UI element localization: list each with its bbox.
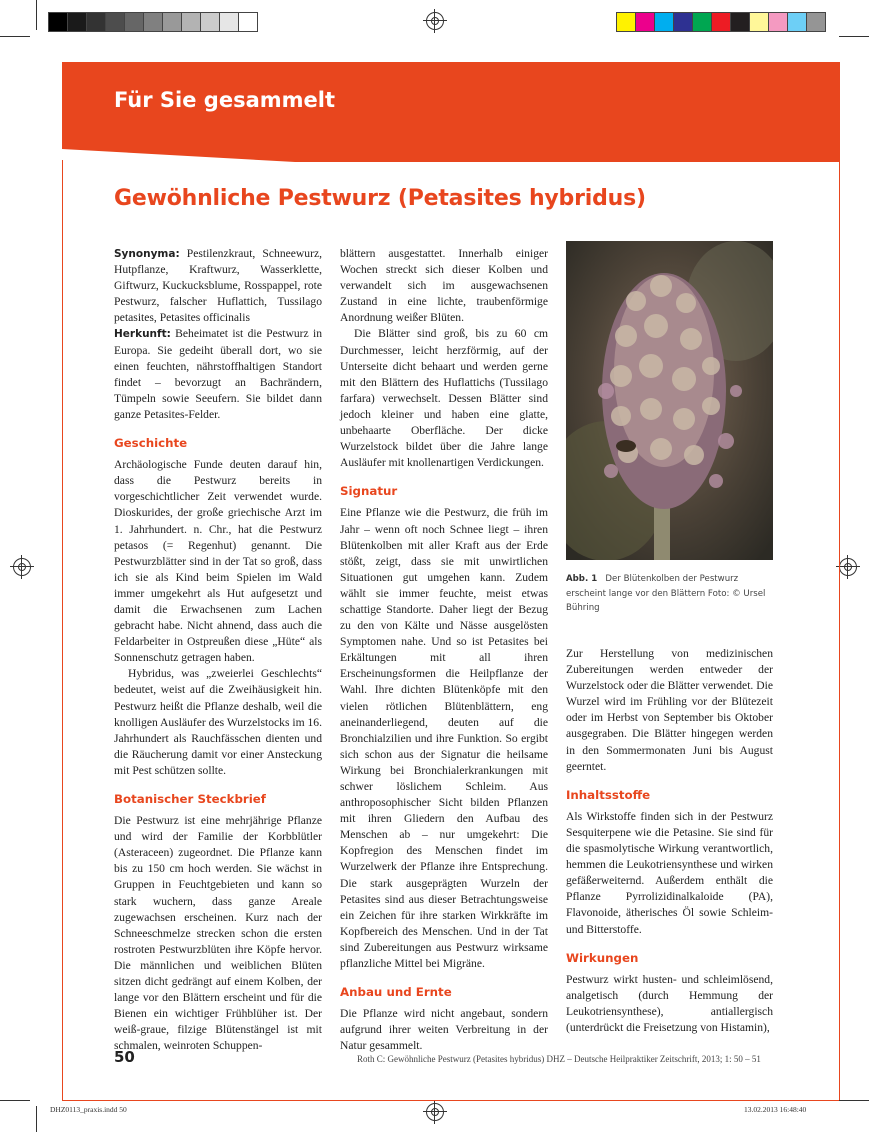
color-calibration-bar — [616, 12, 825, 32]
crop-mark — [0, 36, 30, 37]
heading-geschichte: Geschichte — [114, 436, 188, 451]
heading-anbau-und-ernte: Anbau und Ernte — [340, 985, 452, 1000]
synonyma-label: Synonyma: — [114, 248, 180, 260]
crop-mark — [36, 1106, 37, 1132]
text-column-2 — [340, 246, 548, 1055]
wirkungen-paragraph: Pestwurz wirkt husten- und schleimlösend, analgetisch (durch Hemmung der Leukotriensynthese), antiallergisch (unterdrückt die Freisetzung von Histamin), — [566, 972, 773, 1034]
column2-paragraph-1: blättern ausgestattet. Innerhalb einiger Wochen streckt sich dieser Kolben und verwandelt sich im ausgewachsenen Zustand in eine lichte, traubenförmige Anordnung weißer Blüten. — [340, 247, 548, 325]
color-swatch — [692, 12, 712, 32]
color-swatch — [48, 12, 68, 32]
crop-mark — [839, 1100, 869, 1101]
page-border-bottom — [62, 1100, 839, 1101]
color-swatch — [768, 12, 788, 32]
signatur-paragraph: Eine Pflanze wie die Pestwurz, die früh im Jahr – wenn oft noch Schnee liegt – ihren Blütenkolben mit aller Kraft aus der Erde stößt, zeigt, dass sie mit unwirtlichen Situationen gut umgehen kann. Zudem wählt sie immer feuchte, meist etwas schattige Standorte. Daher liegt der Bezug zu den von Kälte und Nässe ausgelösten Symptomen nahe. Und so ist Petasites bei Erkältungen mit all ihren Erscheinungsformen die Heilpflanze der Wahl. Ihre dichten Blütenköpfe mit den vielen rötlichen Blütenblättern, eng aneinanderliegend, deuten auf die Bronchialzilien und ihre Funktion. So ergibt sich schon aus der Signatur die heilsame Wirkung bei Bronchialerkrankungen mit schwer löslichem Schleim. Aus anthroposophischer Sicht bilden Pflanzen mit ihren Gliedern den Aufbau des Menschen ab – nur umgekehrt: Die Kopfregion des Menschen findet im Wurzelwerk der Pflanze ihre Entsprechung. Die stark ausgeprägten Wurzeln der Petasites sind aus dieser Betrachtungsweise ein Zeichen für ihre starken Wirkkräfte im Kopfbereich des Menschen. Und in der Tat sind Zubereitungen aus Pestwurz wirksame pflanzliche Mittel bei Migräne. — [340, 506, 548, 971]
color-swatch — [219, 12, 239, 32]
synonyma-text: Pestilenzkraut, Schneewurz, Hutpflanze, Kraftwurz, Wasserklette, Giftwurz, Kuckucksblume, Rosspappel, rote Pestwurz, falscher Huflattich, Tussilago petasites, Petasites officinalis — [114, 247, 322, 325]
registration-mark-icon — [426, 1103, 444, 1121]
slug-timestamp: 13.02.2013 16:48:40 — [744, 1105, 807, 1114]
crop-mark — [36, 0, 37, 30]
heading-wirkungen: Wirkungen — [566, 950, 639, 965]
herkunft-paragraph — [114, 326, 322, 423]
crop-mark — [839, 36, 869, 37]
color-swatch — [711, 12, 731, 32]
figure-caption — [566, 572, 776, 616]
text-column-1 — [114, 246, 322, 1055]
article-title: Gewöhnliche Pestwurz (Petasites hybridus) — [114, 186, 646, 211]
column2-paragraph-2: Die Blätter sind groß, bis zu 60 cm Durchmesser, leicht herzförmig, auf der Unterseite dicht behaart und werden gerne mit den Blättern des Huflattichs (Tussilago farfara) verwechselt. Dessen Blätter sind jedoch kleiner und haben eine glatte, unbehaarte Oberfläche. Der dicke Wurzelstock bildet über die Jahre lange Ausläufer mit knollenartigen Verdickungen. — [340, 327, 548, 470]
heading-inhaltsstoffe: Inhaltsstoffe — [566, 787, 651, 802]
herkunft-label: Herkunft: — [114, 328, 171, 341]
flower-illustration-icon — [566, 241, 773, 560]
registration-mark-icon — [839, 558, 857, 576]
figure-caption-text: Der Blütenkolben der Pestwurz erscheint lange vor den Blättern Foto: © Ursel Bühring — [566, 574, 766, 613]
color-swatch — [787, 12, 807, 32]
footer-citation: Roth C: Gewöhnliche Pestwurz (Petasites hybridus) DHZ – Deutsche Heilpraktiker Zeitschrift, 2013; 1: 50 – 51 — [357, 1054, 761, 1064]
color-swatch — [654, 12, 674, 32]
heading-botanischer-steckbrief: Botanischer Steckbrief — [114, 792, 266, 806]
color-swatch — [181, 12, 201, 32]
color-swatch — [86, 12, 106, 32]
color-swatch — [749, 12, 769, 32]
section-title: Für Sie gesammelt — [114, 88, 335, 112]
registration-mark-icon — [426, 12, 444, 30]
steckbrief-paragraph: Die Pestwurz ist eine mehrjährige Pflanze und wird der Familie der Korbblütler (Asteraceen) zugeordnet. Die Pflanze kann bis zu 150 cm hoch werden. Sie wächst in Gruppen in Feuchtgebieten und kann so stark wuchern, dass ganze Areale zugewachsen erscheinen. Kurz nach der Schneeschmelze strecken schon die ersten rostroten Pestwurzblüten ihre Köpfe hervor. Die männlichen und weiblichen Blüten sitzen dicht gedrängt auf einem Kolben, der lange vor den Blättern erscheint und für die Bienen ein wichtiger Frühblüher ist. Der weiß-graue, filzige Blütenstängel ist mit schmalen, weinroten Schuppen- — [114, 814, 322, 1053]
heading-signatur: Signatur — [340, 484, 398, 499]
herkunft-text: Beheimatet ist die Pestwurz in Europa. Sie gedeiht überall dort, wo sie einen feuchten, nährstoffhaltigen Standort findet – bevorzugt an Bachrändern, Tümpeln sowie Seeufern. Sie bildet dann ganze Petasites-Felder. — [114, 327, 322, 421]
figure-label: Abb. 1 — [566, 574, 598, 584]
page-number: 50 — [114, 1048, 135, 1066]
section-header-band — [62, 62, 839, 162]
butterbur-flower-photo — [566, 241, 773, 560]
geschichte-paragraph-2: Hybridus, was „zweierlei Geschlechts“ bedeutet, weist auf die Zweihäusigkeit hin. Pestwurz heißt die Pflanze deshalb, weil die knolligen Ausläufer des Wurzelstocks im 16. Jahrhundert als Rauchfässchen dienten und die Räucherung damit vor einer Ansteckung mit Pest schützen sollte. — [114, 667, 322, 777]
anbau-paragraph: Die Pflanze wird nicht angebaut, sondern aufgrund ihrer weiten Verbreitung in der Natur gesammelt. — [340, 1007, 548, 1053]
color-swatch — [673, 12, 693, 32]
color-swatch — [162, 12, 182, 32]
inhaltsstoffe-paragraph: Als Wirkstoffe finden sich in der Pestwurz Sesquiterpene wie die Petasine. Sie sind für die spasmolytische Wirkung verantwortlich, hemmen die Leukotriensynthese und wirken gefäßerweiternd. Außerdem enthält die Pflanze Pyrrolizidinalkaloide (PA), Flavonoide, ätherisches Öl sowie Schleim- und Bitterstoffe. — [566, 809, 773, 936]
color-swatch — [124, 12, 144, 32]
synonyma-paragraph — [114, 246, 322, 326]
color-swatch — [806, 12, 826, 32]
column3-paragraph-1: Zur Herstellung von medizinischen Zubereitungen werden entweder der Wurzelstock oder die Blätter verwendet. Die Wurzel wird im Frühling vor der Blütezeit oder im Herbst von September bis Oktober ausgegraben. Die Blätter hingegen werden in den Sommermonaten Juni bis August geerntet. — [566, 647, 773, 773]
slug-file-info: DHZ0113_praxis.indd 50 — [50, 1105, 127, 1114]
color-swatch — [730, 12, 750, 32]
text-column-3 — [566, 646, 773, 1036]
color-swatch — [67, 12, 87, 32]
color-swatch — [105, 12, 125, 32]
color-swatch — [238, 12, 258, 32]
crop-mark — [0, 1100, 30, 1101]
color-swatch — [616, 12, 636, 32]
geschichte-paragraph-1: Archäologische Funde deuten darauf hin, dass die Pestwurz bereits in vorgeschichtlicher Zeit verwendet wurde. Dioskurides, der große griechische Arzt im 1. Jahrhundert. n. Chr., hat die Pestwurz petasos (= Regenhut) genannt. Die Pestwurzblätter sind in der Tat so groß, dass ich sie als Kind beim Spielen im Wald immer umgekehrt als Hut aufgesetzt und damit die Erwachsenen zum Lachen gebracht habe. Nicht ahnend, dass auch die Feldarbeiter in Ostpreußen diese „Hüte“ als Sonnenschutz getragen haben. — [114, 458, 322, 665]
page-border-right — [839, 62, 840, 1100]
color-swatch — [200, 12, 220, 32]
page-border-left — [62, 160, 63, 1100]
color-swatch — [143, 12, 163, 32]
color-swatch — [635, 12, 655, 32]
gray-calibration-bar — [48, 12, 257, 32]
registration-mark-icon — [13, 558, 31, 576]
